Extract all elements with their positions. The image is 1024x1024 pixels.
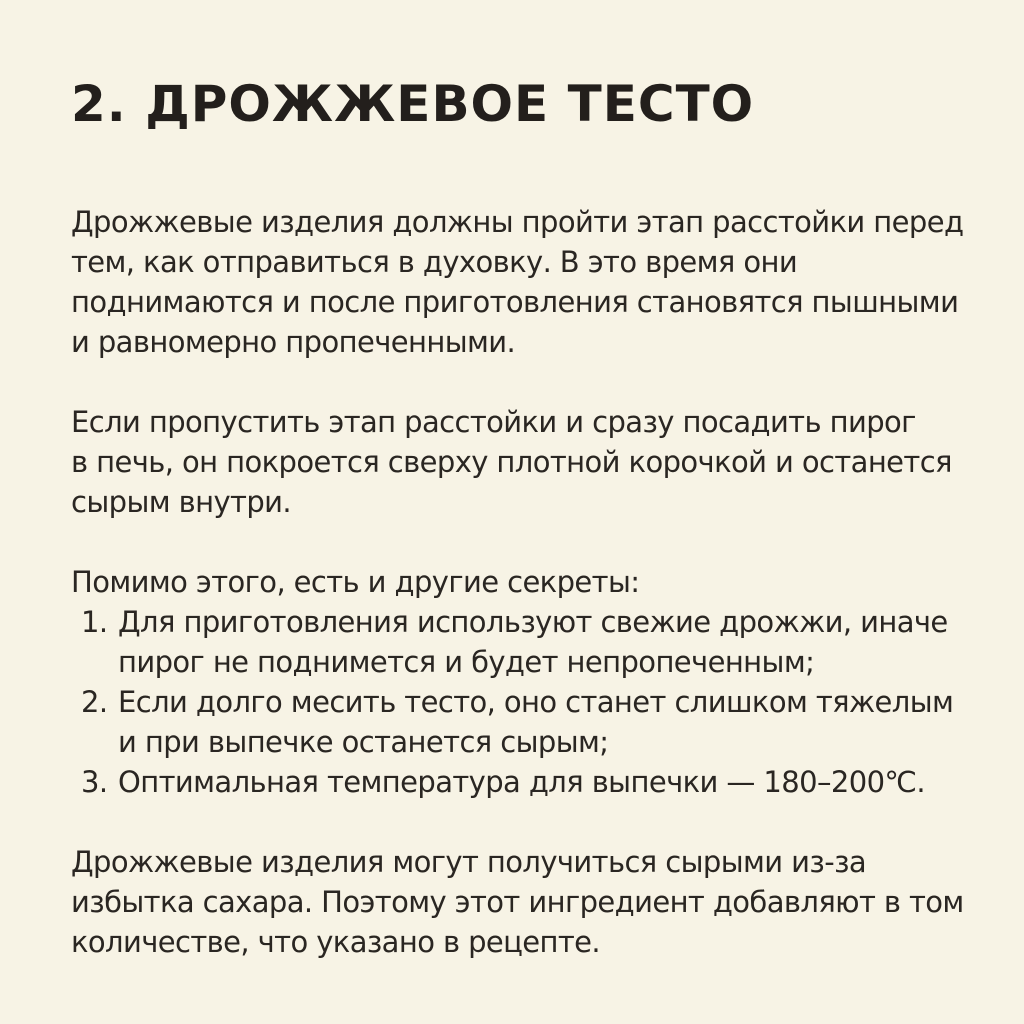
page-title: 2. ДРОЖЖЕВОЕ ТЕСТО [71, 75, 755, 133]
text-line: Дрожжевые изделия должны пройти этап расстойки перед [71, 205, 964, 239]
text-line: Если пропустить этап расстойки и сразу посадить пирог [71, 405, 916, 439]
paragraph-skip-proofing [71, 402, 968, 522]
text-line: Дрожжевые изделия могут получиться сырыми из-за [71, 845, 867, 879]
text-line: Для приготовления используют свежие дрожжи, иначе [118, 605, 948, 639]
list-number: 3. [81, 765, 108, 799]
text-line: поднимаются и после приготовления становятся пышными [71, 285, 959, 319]
list-item [71, 682, 968, 762]
list-item [71, 602, 968, 682]
text-line: Оптимальная температура для выпечки — 180–200℃. [118, 765, 926, 799]
text-line: количестве, что указано в рецепте. [71, 925, 601, 959]
text-line: Если долго месить тесто, оно станет слишком тяжелым [118, 685, 954, 719]
secrets-intro: Помимо этого, есть и другие секреты: [71, 565, 640, 599]
text-line: пирог не поднимется и будет непропеченным; [118, 645, 815, 679]
secrets-list [71, 602, 968, 802]
list-number: 1. [81, 605, 108, 639]
text-line: тем, как отправиться в духовку. В это время они [71, 245, 798, 279]
list-item [71, 762, 968, 802]
text-line: и при выпечке останется сырым; [118, 725, 609, 759]
list-number: 2. [81, 685, 108, 719]
text-line: и равномерно пропеченными. [71, 325, 516, 359]
text-line: избытка сахара. Поэтому этот ингредиент добавляют в том [71, 885, 964, 919]
paragraph-sugar [71, 842, 968, 962]
text-line: сырым внутри. [71, 485, 292, 519]
paragraph-proofing [71, 202, 968, 362]
text-line: в печь, он покроется сверху плотной корочкой и останется [71, 445, 952, 479]
